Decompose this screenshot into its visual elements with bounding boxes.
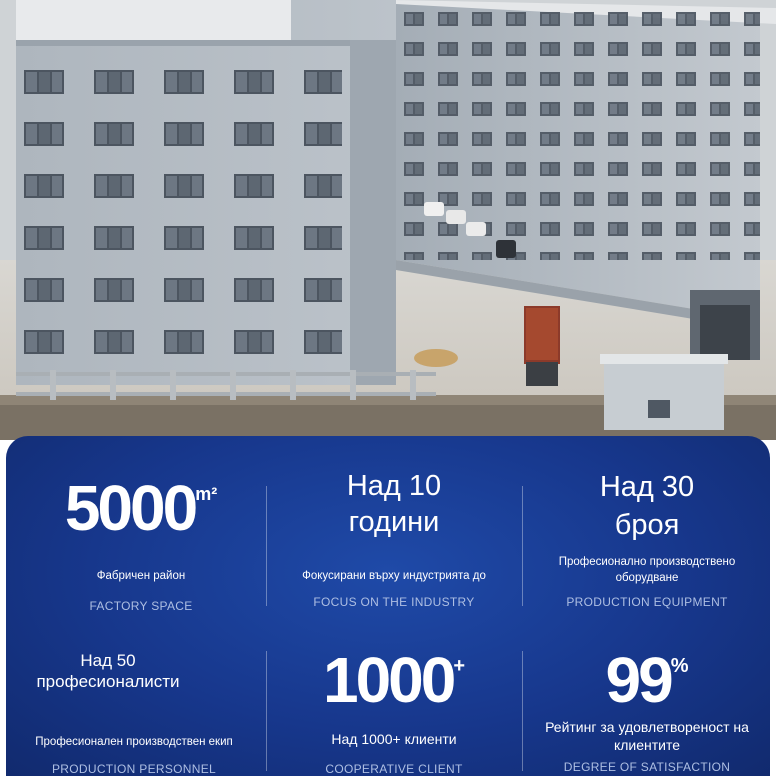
stats-panel: [6, 436, 770, 776]
stat-english-label: FOCUS ON THE INDUSTRY: [313, 595, 475, 609]
stat-personnel: [14, 650, 233, 776]
column-divider: [522, 651, 523, 771]
stat-industry-focus: [274, 468, 514, 609]
stat-equipment: [530, 468, 764, 609]
stat-description: Над 1000+ клиенти: [331, 731, 457, 747]
stat-english-label: COOPERATIVE CLIENT: [325, 762, 463, 776]
stat-english-label: PRODUCTION PERSONNEL: [51, 762, 217, 776]
stat-value: 1000: [322, 644, 454, 716]
column-divider: [266, 486, 267, 606]
stat-title: Над 30 броя: [599, 471, 695, 541]
column-divider: [266, 651, 267, 771]
stat-description: Фокусирани върху индустрията до: [302, 570, 486, 582]
stat-title: Над 10 години: [346, 470, 442, 538]
stat-value: 99: [605, 644, 671, 716]
stat-description: Фабричен район: [96, 570, 186, 582]
stat-value: 5000: [64, 472, 196, 544]
stat-unit: %: [670, 655, 689, 677]
stat-factory-space: [26, 472, 256, 613]
stat-english-label: DEGREE OF SATISFACTION: [563, 760, 731, 774]
stat-english-label: FACTORY SPACE: [89, 599, 193, 613]
stat-description: Професионално производствено оборудване: [558, 556, 736, 584]
stat-satisfaction: [530, 644, 764, 774]
stat-title: Над 50 професионалисти: [36, 651, 180, 691]
stat-english-label: PRODUCTION EQUIPMENT: [566, 595, 728, 609]
column-divider: [522, 486, 523, 606]
stat-description: Рейтинг за удовлетвореност на клиентите: [545, 719, 749, 753]
stat-clients: [274, 644, 514, 776]
stat-description: Професионален производствен екип: [35, 736, 233, 748]
stat-unit: +: [453, 655, 466, 677]
stat-unit: m²: [195, 484, 218, 504]
